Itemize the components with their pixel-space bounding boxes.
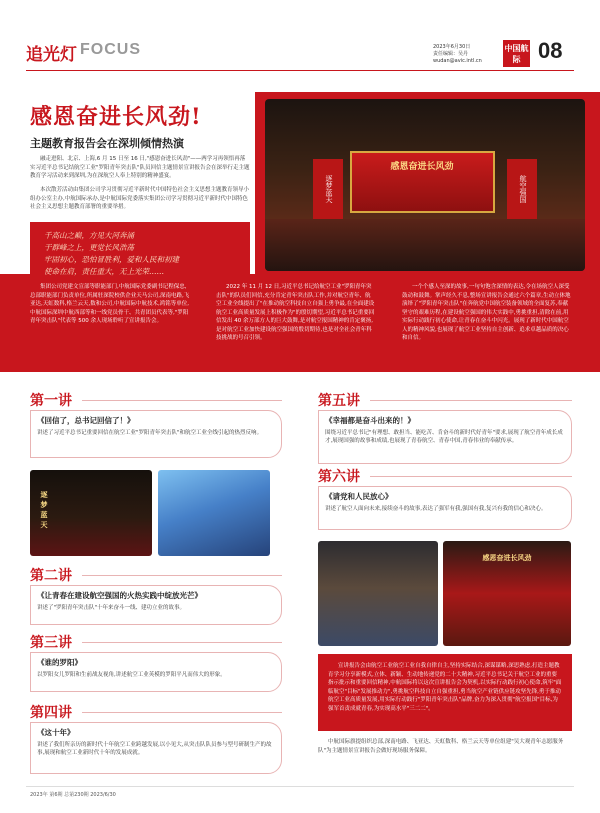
lecture-2-desc: 讲述了"罗阳青年突击队"十年来奋斗一线、建功立业的故事。 bbox=[37, 605, 186, 611]
lecture-4-rule bbox=[82, 712, 282, 713]
closing-red-box: 宣讲报告会由航空工业航空工业自我自律自主,坚持实际结合,深谋谋略,深思熟虑,打造主题教育学习分享新模式,立体、新颖、生动地传递党的二十大精神,习近平总书记关于航空工业的重要指示批示和重要回信精神,中航国际将以这次宣讲报告会为契机,以实际行动践行初心使命,筑牢"面临航空"目标"发展推动力",勇挑航空科技自立自强重担,勇当航空产业链供应链攻坚先锋,勇于推动航空工业高质量发展,用实际行动践行"罗阳青年突击队"品牌,奋力为深入贯彻"航空报国"目标,为强军首责成就青春,为实现高水平"三二二"。 bbox=[318, 654, 572, 731]
lecture-3-title: 《谁的罗阳》 bbox=[37, 658, 82, 667]
stage-side-left: 逐梦蓝天 bbox=[313, 159, 343, 219]
audience-floor bbox=[265, 219, 585, 271]
lecture-4-card bbox=[30, 722, 282, 774]
lecture-5-heading: 第五讲 bbox=[318, 393, 360, 409]
headline: 感恩奋进长风劲! bbox=[30, 104, 202, 130]
page-number: 08 bbox=[538, 38, 563, 63]
lecture-1-card bbox=[30, 410, 282, 458]
lecture-5-title: 《幸福都是奋斗出来的！》 bbox=[325, 416, 415, 425]
lecture-2-title: 《让青春在建设航空强国的火热实践中绽放光芒》 bbox=[37, 591, 202, 600]
lecture-3-desc: 以罗阳女儿罗阳和生前战友视角,讲述航空工业英模的罗阳平凡而伟大的形象。 bbox=[37, 672, 226, 678]
band-column-1: 集团公司党建文宣部等职能部门,中航国际党委副书记程保忠,总部职能部门负责单位,所属驻深院校供企业天马公司,深南电路,飞亚达,天虹数科,格兰云天,数和公司,中航国际中航技术,鸿铭等单位,中航国际深圳中航西部等和一线党员骨干、共青团员代表等,"罗阳青年突击队"代表等 500 余人现场聆听了宣讲报告会。 bbox=[30, 284, 190, 324]
intro-paragraph-1: 融走进阳、北京、上海,6 月 15 日至 16 日,"感恩奋进长风劲"——两学习再领悟再落实习近平总书记结航空工业"罗阳青年突击队"队员回信主题情景宣讲报告会在深举行走主题教育学习活动来到深圳,为在深航空人奉上特别的精神盛宴。 bbox=[30, 156, 250, 179]
lecture-1-rule bbox=[82, 400, 282, 401]
main-stage-photo bbox=[265, 99, 585, 271]
photo-d-banner: 感恩奋进长风劲 bbox=[482, 553, 532, 562]
lecture-6-desc: 讲述了航空人面向未来,接续奋斗的故事,表达了强军有我,强国有我,复兴有我的信心和决心。 bbox=[325, 506, 547, 512]
singer-photo bbox=[158, 470, 270, 556]
band-column-3: 一个个感人至深的故事,一句句饱含深情的表达,令在场航空人深受鼓动和鼓舞。掌声经久不息,整场宣讲报告会通过六个篇章,生动立体地演绎了"罗阳青年突击队"在奔航党中国航空装备领域的全面复苏,奉献坚守的艰难历程,在建设航空强国的伟大实践中,勇挑重担,清除在前,用实际行动践行初心使命,让青春在奋斗中闪光。展现了新时代中国航空人的精神风貌,也展现了航空工业坚持自主创新、追求卓越品质的决心和自信。 bbox=[402, 284, 571, 341]
lecture-3-rule bbox=[82, 642, 282, 643]
poem-text: 千高山之巅，方见大河奔涌 于群峰之上，更觉长风浩荡 牢固初心，恐怕冒胜利，爱和人民和初建 使命在肩，责任重大，无上光荣…… bbox=[44, 231, 179, 276]
stage-group-photo bbox=[30, 470, 152, 556]
lecture-6-card bbox=[318, 486, 572, 530]
lecture-2-card bbox=[30, 585, 282, 625]
section-title: 追光灯 bbox=[26, 45, 77, 65]
band-column-2: 2022 年 11 月 12 日,习近平总书记给航空工业"罗阳青年突击队"的队员们回信,充分肯定青年突击队工作,并对航空青年、航空工业全线提出了"在推动航空科技自立自强上勇争最,在全面建设航空工业高质量发展上积极作为"的殷切期望,习近平总书记重要回信发出 40 余万部方人的巨大鼓舞,是对航空报国精神的肯定褒扬,是对航空工业加快建设航空强国的殷切期待,也是对全社会青年科技挑战的号召引领。 bbox=[216, 284, 375, 341]
issue-editor: 责任编辑：吴丹 bbox=[433, 51, 469, 57]
lecture-1-desc: 讲述了习近平总书记重要回信在航空工业"罗阳青年突击队"和航空工业全线引起的热烈反响。 bbox=[37, 430, 263, 436]
subheadline: 主题教育报告会在深圳倾情热演 bbox=[30, 137, 184, 150]
lecture-5-card bbox=[318, 410, 572, 464]
stage-finale-photo bbox=[443, 541, 571, 646]
lecture-5-rule bbox=[370, 400, 572, 401]
stage-banner: 感恩奋进长风劲 bbox=[390, 162, 454, 172]
lecture-2-heading: 第二讲 bbox=[30, 568, 72, 584]
section-subtitle: FOCUS bbox=[80, 41, 141, 58]
lecture-4-title: 《这十年》 bbox=[37, 728, 75, 737]
lecture-5-desc: 围绕习近平总书记"有理想、敢担当、能吃苦、肯奋斗的新时代好青年"要求,展现了航空青年成长成才,展现国强的故事和成绩,也展现了青春航空、青春中国,青春伟业的奉献传承。 bbox=[325, 430, 563, 444]
lecture-6-title: 《请党和人民放心》 bbox=[325, 492, 393, 501]
issue-date: 2023年6月30日 bbox=[433, 44, 471, 50]
lecture-1-title: 《回信了，总书记回信了！》 bbox=[37, 416, 135, 425]
photo-a-label: 逐梦蓝天 bbox=[40, 490, 48, 529]
lecture-1-heading: 第一讲 bbox=[30, 393, 72, 409]
lecture-3-card bbox=[30, 652, 282, 692]
hall-crowd-photo bbox=[318, 541, 438, 646]
lecture-3-heading: 第三讲 bbox=[30, 635, 72, 651]
lecture-4-heading: 第四讲 bbox=[30, 705, 72, 721]
lecture-6-rule bbox=[370, 476, 572, 477]
poem-box bbox=[30, 222, 250, 282]
lecture-6-heading: 第六讲 bbox=[318, 469, 360, 485]
intro-paragraph-2: 本次散芳活动由集团公司学习贯彻习近平新时代中国特色社会主义思想主题教育领导小组办公室主办,中航国际承办,是中航国际党委落实集团公司学习贯彻习近平新时代中国特色社会主义思想主题教育部署的重要举措。 bbox=[30, 187, 250, 210]
footer-divider bbox=[26, 786, 574, 787]
footer-issue: 2023年 第6期 总第230期 2023/6/30 bbox=[30, 792, 116, 798]
issue-email: wudan@avic.intl.cn bbox=[433, 58, 482, 64]
lecture-2-rule bbox=[82, 575, 282, 576]
closing-text: 中航国际旗提组织总部,深南电路、飞亚达、天虹数科、格兰云天等单位组建"吴大观青年志愿服务队"为主题情景宣讲报告会做好现场服务保障。 bbox=[318, 739, 564, 754]
header-divider bbox=[26, 70, 574, 71]
lecture-4-desc: 讲述了我们所亲历的新时代十年航空工业跨越发展,以小见大,从突击队队员参与型号研制生产的故事,展现和航空工业新时代十年的发展成就。 bbox=[37, 742, 272, 756]
avic-logo: 中国航际 bbox=[503, 40, 530, 67]
stage-side-right: 航空强国 bbox=[507, 159, 537, 219]
